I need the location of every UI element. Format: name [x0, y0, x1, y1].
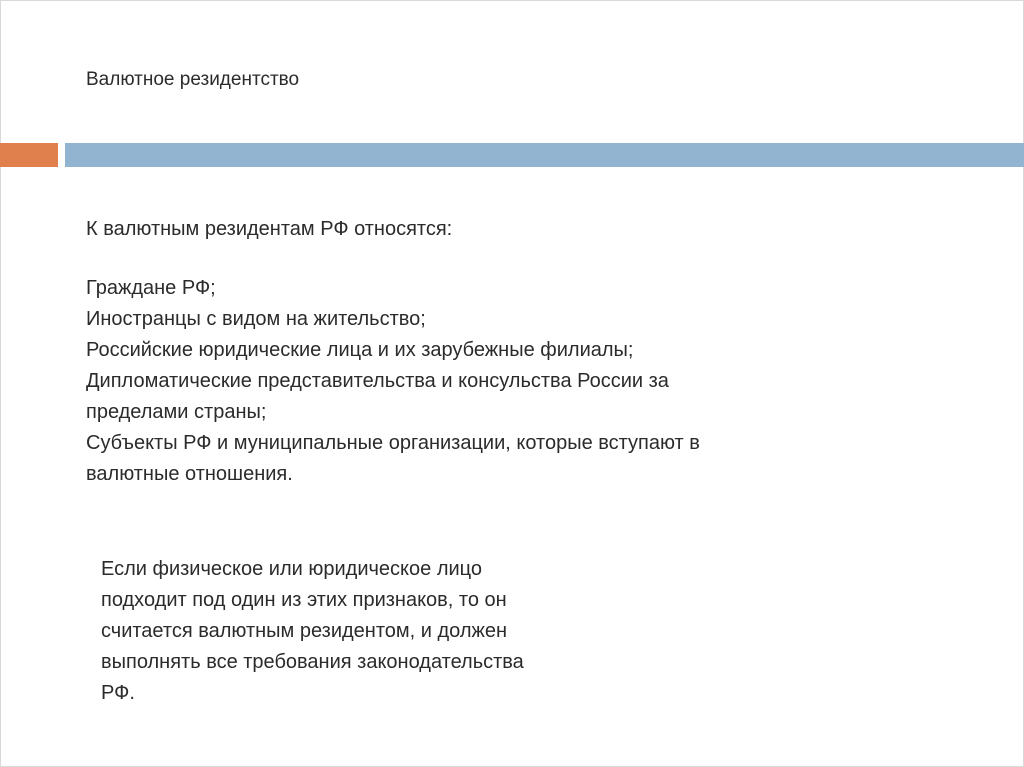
- list-item: Дипломатические представительства и консульства России за пределами страны;: [86, 370, 669, 423]
- resident-list: [86, 273, 700, 490]
- accent-bar-blue: [65, 143, 1024, 167]
- list-item: Субъекты РФ и муниципальные организации, которые вступают в валютные отношения.: [86, 432, 700, 485]
- intro-text: К валютным резидентам РФ относятся:: [86, 218, 453, 240]
- list-item: Иностранцы с видом на жительство;: [86, 308, 426, 330]
- slide-title: Валютное резидентство: [86, 69, 300, 90]
- accent-bar-orange: [0, 143, 58, 167]
- note-text: Если физическое или юридическое лицо подходит под один из этих признаков, то он считается валютным резидентом, и должен выполнять все требования законодательства РФ.: [101, 558, 524, 704]
- list-item: Российские юридические лица и их зарубежные филиалы;: [86, 339, 634, 361]
- list-item: Граждане РФ;: [86, 277, 216, 299]
